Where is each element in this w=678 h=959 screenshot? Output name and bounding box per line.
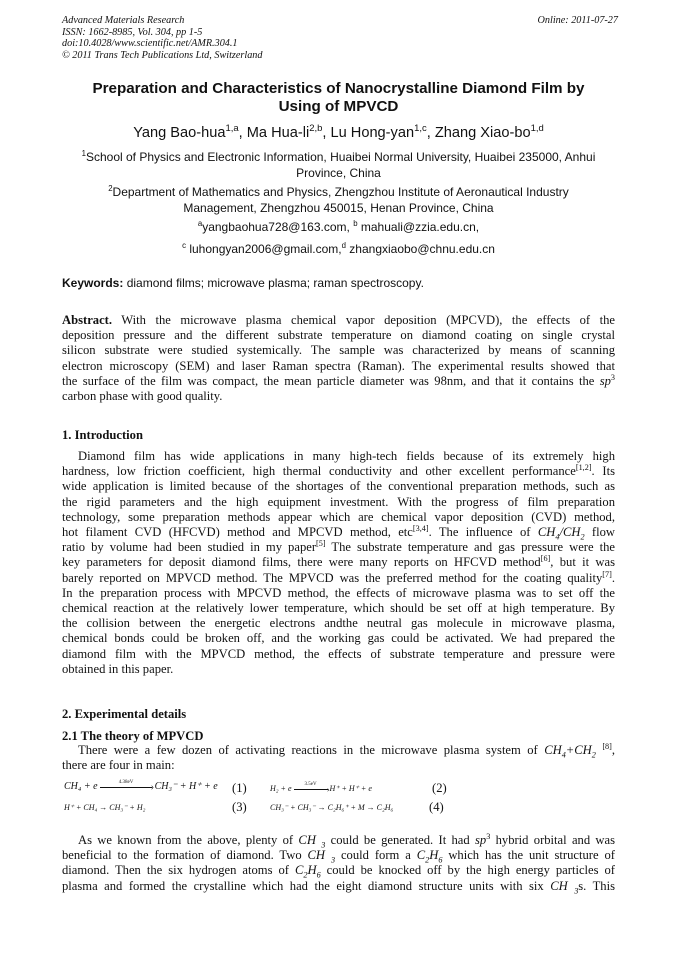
journal-name: Advanced Materials Research <box>62 15 185 26</box>
equation-4: CH₃⁻ + CH₃⁻ → C₂H₆⁺ + M → C₂H₆ <box>270 803 394 812</box>
equation-2: H₂ + e $^{3.5eV}$ › H⁺ + H⁺ + e <box>270 782 372 794</box>
equation-1: CH₄ + e $^{4.38eV}$ › CH₃⁻ + H⁺ + e <box>64 780 218 793</box>
email-line-2: $^c$ luhongyan2006@gmail.com,$^d$ zhangxiaobo@chnu.edu.cn <box>182 241 495 256</box>
email-line-1: $^a$yangbaohua728@163.com, $^b$ mahuali@zzia.edu.cn, <box>197 219 480 234</box>
email-d[interactable]: zhangxiaobo@chnu.edu.cn <box>349 242 495 256</box>
keywords-label: Keywords: <box>62 276 124 290</box>
journal-copyright: © 2011 Trans Tech Publications Ltd, Switzerland <box>62 49 263 61</box>
equation-3-number: (3) <box>232 800 247 814</box>
author-sup: 1,d <box>530 123 544 135</box>
introduction-paragraph: Diamond film has wide applications in many high-tech fields because of its extremely high hardness, low friction coefficient, high thermal conductivity and other excellent performance[1,2]. Its wide application is limited because of the shortages of the conventional preparation methods, such as the rigid parameters and the high equipment investment. With the progress of film preparation technology, some preparation methods appear which are chemical vapor deposition (CVD) method, hot filament CVD (HFCVD) method and MPCVD method, etc[3,4]. The influence of $CH_4/CH_2$ flow ratio by volume had been studied in my paper[5] The substrate temperature and gas pressure were the key parameters for deposit diamond films, there were many reports on HFCVD method[6], but it was barely reported on MPVCD method. The MPVCD was the preferred method for the coating quality[7]. In the preparation process with MPCVD method, the effects of microwave plasma was to set off the chemical reaction at the relatively lower temperature, which should be set off at high temperature. By the collision between the energetic electrons andthe neutral gas molecule in microwave plasma, chemical bonds could be broken off, and the working gas could be activated. We had prepared the diamond film with the MPVCD method, the effects of substrate temperature and pressure were obtained in this paper. <box>62 449 616 676</box>
title-line-2: Using of MPVCD <box>278 98 399 115</box>
author-name: Lu Hong-yan <box>330 125 415 141</box>
section-heading-introduction: 1. Introduction <box>62 428 143 442</box>
title-line-1: Preparation and Characteristics of Nanocrystalline Diamond Film by <box>92 80 585 97</box>
email-b[interactable]: mahuali@zzia.edu.cn, <box>360 220 480 234</box>
online-date: Online: 2011-07-27 <box>537 15 618 26</box>
abstract-label: Abstract. <box>62 313 113 327</box>
author-sup: 2,b <box>309 123 323 135</box>
abstract: Abstract. With the microwave plasma chemical vapor deposition (MPCVD), the effects of the deposition pressure and the different substrate temperature on diamond coating on single crystal silicon substrate were studied systemically. The sample was characterized by means of scanning electron microscopy (SEM) and laser Raman spectra (Raman). The experimental results showed that the surface of the film was compact, the mean particle diameter was 98nm, and that it contains the $sp^3$ carbon phase with good quality. <box>62 313 616 404</box>
author-name: Yang Bao-hua <box>133 125 226 141</box>
section-heading-experimental: 2. Experimental details <box>62 707 187 721</box>
affiliation-2: $^2$Department of Mathematics and Physics, Zhengzhou Institute of Aeronautical Industry Management, Zhengzhou 450015, Henan Province, China <box>108 184 569 215</box>
methyl-radical-paragraph: As we known from the above, plenty of CH $_3$ could be generated. It had $sp^3$ hybrid orbital and was beneficial to the formation of diamond. Two CH $_3$ could form a $C_2H_6$ which has the unit structure of diamond. Then the six hydrogen atoms of $C_2H_6$ could be knocked off by the high energy particles of plasma and formed the crystalline which had the eight diamond structure units with six CH $_3$s. This <box>62 831 616 896</box>
author-sup: 1,a <box>225 123 239 135</box>
equation-4-number: (4) <box>429 800 444 814</box>
email-c[interactable]: luhongyan2006@gmail.com, <box>189 242 342 256</box>
author-name: Ma Hua-li <box>246 125 310 141</box>
author-list: Yang Bao-hua$^{1,a}$, Ma Hua-li$^{2,b}$, Lu Hong-yan$^{1,c}$, Zhang Xiao-bo$^{1,d}$ <box>133 123 544 141</box>
equation-3: H⁺ + CH₄ → CH₃⁻ + H₂ <box>64 803 146 812</box>
keywords <box>62 276 615 291</box>
equation-1-number: (1) <box>232 781 247 795</box>
journal-header <box>62 15 618 61</box>
journal-issn: ISSN: 1662-8985, Vol. 304, pp 1-5 <box>62 26 203 38</box>
affiliation-1: $^1$School of Physics and Electronic Information, Huaibei Normal University, Huaibei 235000, Anhui Province, China <box>81 149 596 180</box>
equation-2-number: (2) <box>432 781 447 795</box>
journal-doi: doi:10.4028/www.scientific.net/AMR.304.1 <box>62 38 238 50</box>
theory-paragraph: There were a few dozen of activating reactions in the microwave plasma system of $CH_4+CH_2$ [8], there are four in main: <box>62 741 616 773</box>
author-name: Zhang Xiao-bo <box>434 125 531 141</box>
keywords-text: diamond films; microwave plasma; raman spectroscopy. <box>126 276 424 290</box>
author-sup: 1,c <box>414 123 427 135</box>
subsection-heading-theory: 2.1 The theory of MPVCD <box>62 729 204 743</box>
email-a[interactable]: yangbaohua728@163.com, <box>202 220 350 234</box>
paper-title <box>62 80 615 116</box>
